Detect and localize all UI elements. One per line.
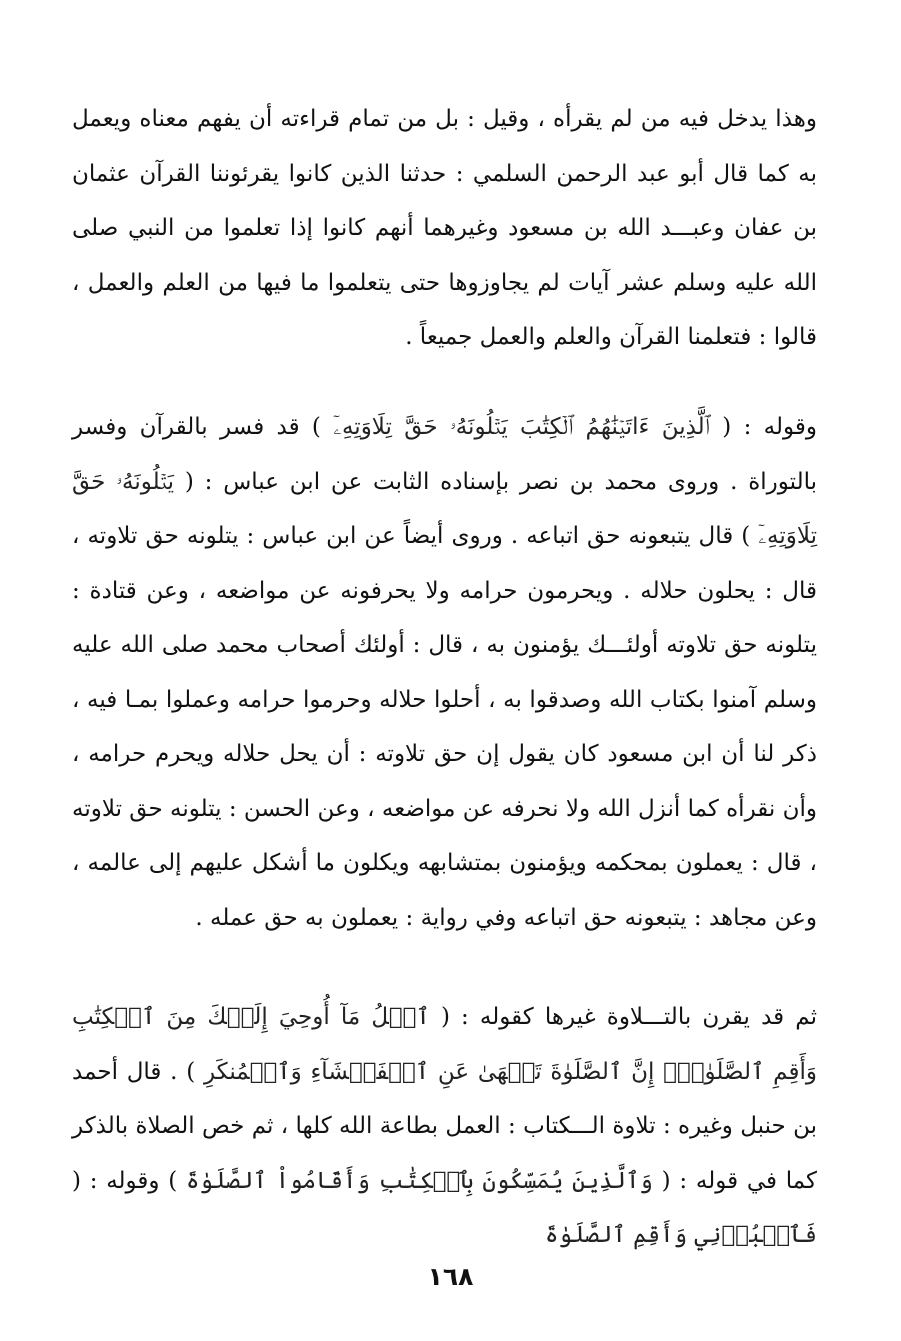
- page-number: ١٦٨: [427, 1262, 474, 1291]
- paragraph-1: [72, 92, 817, 365]
- paragraph-text: ) قال يتبعونه حق اتباعه . وروى أيضاً عن ابن عباس : يتلونه حق تلاوته ، قال : يحلون حلاله . ويحرمون حرامه ولا يحرفونه عن مواضعه ، وعن قتادة : يتلونه حق تلاوته أولئـــك يؤمنون به ، قال : أولئك أصحاب محمد صلى الله عليه وسلم آمنوا بكتاب الله وصدقوا به ، أحلوا حلاله وحرموا حرامه وعملوا بمـا فيه ، ذكر لنا أن ابن مسعود كان يقول إن حق تلاوته : أن يحل حلاله ويحرم حرامه ، وأن نقرأه كما أنزل الله ولا نحرفه عن مواضعه ، وعن الحسن : يتلونه حق تلاوته ، قال : يعملون بمحكمه ويؤمنون بمتشابهه ويكلون ما أشكل عليهم إلى عالمه ، وعن مجاهد : يتبعونه حق اتباعه وفي رواية : يعملون به حق عمله .: [72, 523, 817, 931]
- paragraph-text: ) وقوله : (: [72, 1167, 187, 1194]
- paragraph-text: وهذا يدخل فيه من لم يقرأه ، وقيل : بل من تمام قراءته أن يفهم معناه ويعمل به كما قال أبو عبد الرحمن السلمي : حدثنا الذين كانوا يقرئوننا القرآن عثمان بن عفان وعبـــد الله بن مسعود وغيرهما أنهم كانوا إذا تعلموا من النبي صلى الله عليه وسلم عشر آيات لم يجاوزوها حتى يتعلموا ما فيها من العلم والعمل ، قالوا : فتعلمنا القرآن والعلم والعمل جميعاً .: [72, 106, 817, 350]
- paragraph-text: ) قد فسر بالقرآن وفسر بالتوراة . وروى محمد بن نصر بإسناده الثابت عن ابن عباس : (: [72, 414, 818, 495]
- quran-verse: ٱتۡلُ مَآ أُوحِيَ إِلَيۡكَ مِنَ ٱلۡكِتَٰبِ وَأَقِمِ ٱلصَّلَوٰةَۖ إِنَّ ٱلصَّلَوٰةَ تَنۡهَىٰ عَنِ ٱلۡفَحۡشَآءِ وَٱلۡمُنكَرِ: [72, 1004, 817, 1085]
- paragraph-3: [72, 990, 817, 1263]
- quran-verse: فَٱعۡبُدۡنِي وَأَقِمِ ٱلصَّلَوٰةَ: [545, 1222, 817, 1248]
- paragraph-text: وقوله : (: [709, 414, 817, 440]
- quran-verse: يَتۡلُونَهُۥ حَقَّ تِلَاوَتِهِۦٓ: [72, 468, 817, 549]
- paragraph-2: [72, 400, 817, 945]
- quran-verse: وَٱلَّذِينَ يُمَسِّكُونَ بِٱلۡكِتَٰبِ وَأَقَامُواْ ٱلصَّلَوٰةَ: [186, 1167, 653, 1194]
- paragraph-text: ثم قد يقرن بالتـــلاوة غيرها كقوله : (: [429, 1004, 817, 1030]
- quran-verse: ٱلَّذِينَ ءَاتَيۡنَٰهُمُ ٱلۡكِتَٰبَ يَتۡلُونَهُۥ حَقَّ تِلَاوَتِهِۦٓ: [333, 414, 710, 440]
- paragraph-text: ) . قال أحمد بن حنبل وغيره : تلاوة الـــكتاب : العمل بطاعة الله كلها ، ثم خص الصلاة بالذكر كما في قوله : (: [72, 1058, 817, 1194]
